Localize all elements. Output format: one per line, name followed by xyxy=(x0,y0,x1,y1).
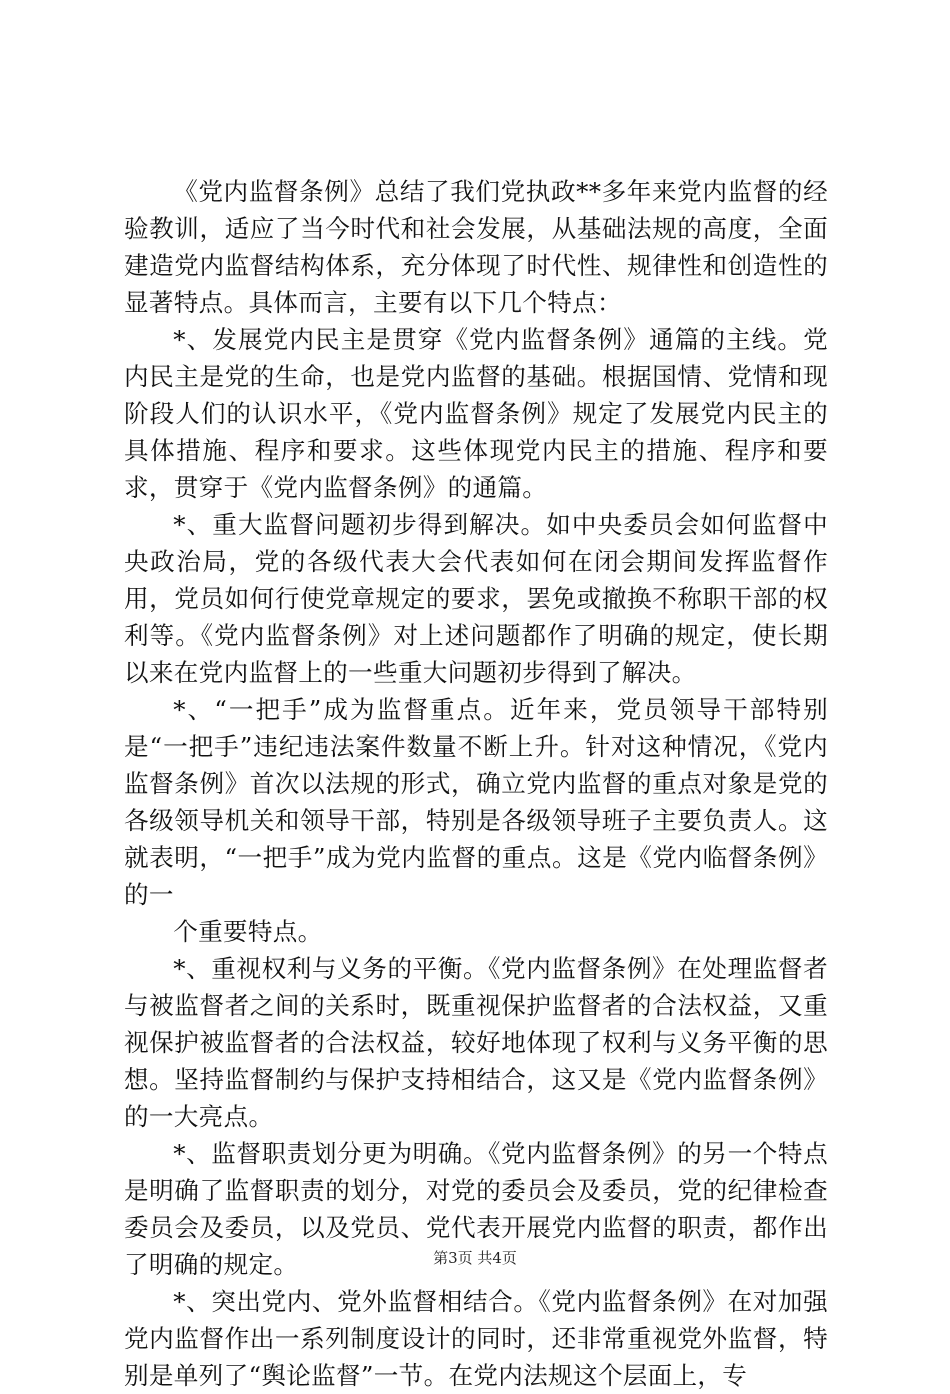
paragraph-intro: 《党内监督条例》总结了我们党执政**多年来党内监督的经验教训，适应了当今时代和社会发展，从基础法规的高度，全面建造党内监督结构体系，充分体现了时代性、规律性和创造性的显著特点。具体而言，主要有以下几个特点： xyxy=(124,177,828,317)
paragraph-point-leader-focus: *、“一把手”成为监督重点。近年来，党员领导干部特别是“一把手”违纪违法案件数量不断上升。针对这种情况，《党内监督条例》首次以法规的形式，确立党内监督的重点对象是党的各级领导机关和领导干部，特别是各级领导班子主要负责人。这就表明，“一把手”成为党内监督的重点。这是《党内临督条例》的一 xyxy=(124,695,828,909)
paragraph-point-democracy: *、发展党内民主是贯穿《党内监督条例》通篇的主线。党内民主是党的生命，也是党内监督的基础。根据国情、党情和现阶段人们的认识水平，《党内监督条例》规定了发展党内民主的具体措施、程序和要求。这些体现党内民主的措施、程序和要求，贯穿于《党内监督条例》的通篇。 xyxy=(124,325,828,502)
paragraph-point-internal-external: *、突出党内、党外监督相结合。《党内监督条例》在对加强党内监督作出一系列制度设计的同时，还非常重视党外监督，特别是单列了“舆论监督”一节。在党内法规这个层面上，专 xyxy=(124,1287,828,1390)
document-body xyxy=(124,173,828,1394)
paragraph-point-major-issues: *、重大监督问题初步得到解决。如中央委员会如何监督中央政治局，党的各级代表大会代表如何在闭会期间发挥监督作用，党员如何行使党章规定的要求，罢免或撤换不称职干部的权利等。《党内监督条例》对上述问题都作了明确的规定，使长期以来在党内监督上的一些重大问题初步得到了解决。 xyxy=(124,510,828,687)
page-number: 第3页 xyxy=(433,1249,473,1267)
paragraph-continuation: 个重要特点。 xyxy=(173,917,323,946)
paragraph-point-responsibilities: *、监督职责划分更为明确。《党内监督条例》的另一个特点是明确了监督职责的划分，对党的委员会及委员，党的纪律检查委员会及委员，以及党员、党代表开展党内监督的职责，都作出了明确的规定。 xyxy=(124,1139,828,1279)
page-footer xyxy=(0,1248,950,1268)
paragraph-point-rights-duties: *、重视权利与义务的平衡。《党内监督条例》在处理监督者与被监督者之间的关系时，既重视保护监督者的合法权益，又重视保护被监督者的合法权益，较好地体现了权利与义务平衡的思想。坚持监督制约与保护支持相结合，这又是《党内监督条例》的一大亮点。 xyxy=(124,954,828,1131)
page-total: 共4页 xyxy=(477,1249,517,1267)
